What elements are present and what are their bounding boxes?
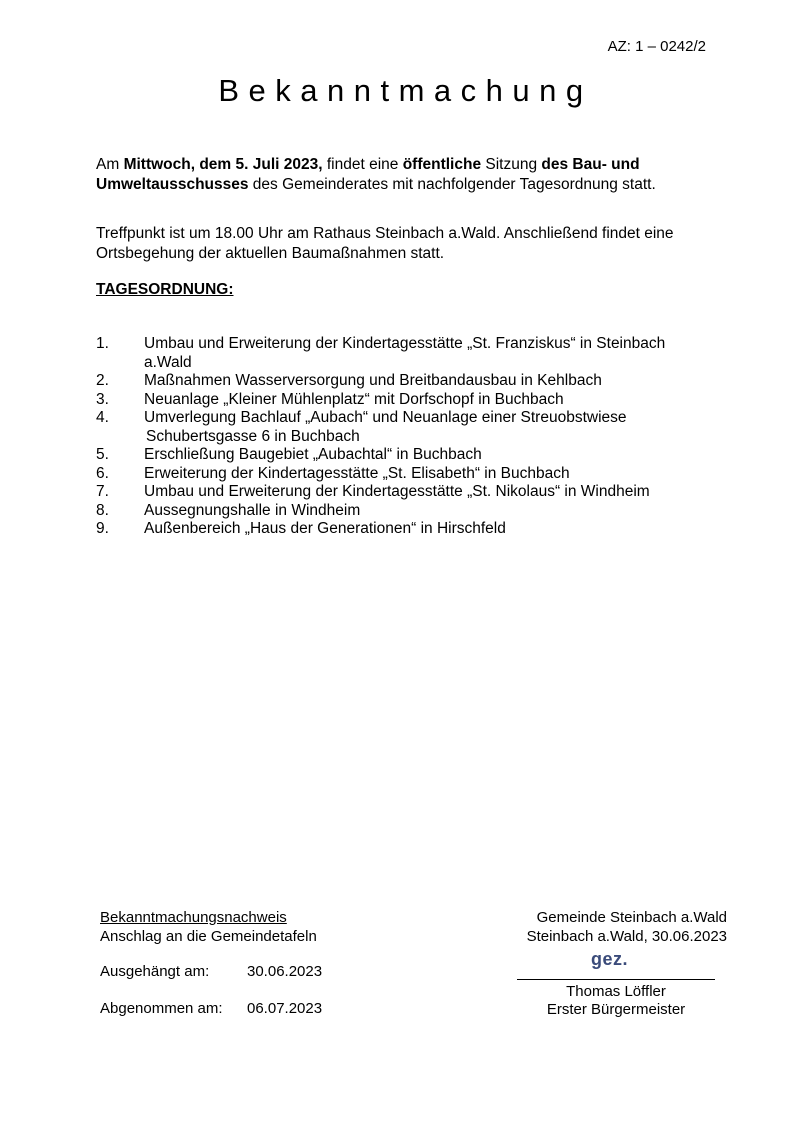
signer-title: Erster Bürgermeister xyxy=(546,1001,686,1018)
agenda-item-number: 8. xyxy=(96,501,109,519)
intro-text-3: Sitzung xyxy=(481,156,542,173)
intro-text-2: findet eine xyxy=(322,156,403,173)
intro-text-1: Am xyxy=(96,156,124,173)
removed-date: 06.07.2023 xyxy=(247,1000,323,1017)
posted-row xyxy=(100,963,322,980)
page-title: Bekanntmachung xyxy=(218,73,593,108)
removed-row xyxy=(100,1000,322,1017)
publication-proof xyxy=(100,908,400,946)
posted-date: 30.06.2023 xyxy=(247,963,323,980)
agenda-item-number: 7. xyxy=(96,483,109,500)
intro-date: Mittwoch, dem 5. Juli 2023, xyxy=(123,156,323,173)
agenda-item-text: Erschließung Baugebiet „Aubachtal“ in Buchbach xyxy=(144,446,482,463)
agenda-item xyxy=(96,483,716,502)
municipality-name: Gemeinde Steinbach a.Wald xyxy=(536,909,727,926)
agenda-item xyxy=(96,446,716,465)
agenda-heading: TAGESORDNUNG: xyxy=(96,281,234,298)
proof-subheading: Anschlag an die Gemeindetafeln xyxy=(100,928,317,945)
agenda-item xyxy=(96,391,716,410)
agenda-item xyxy=(96,335,716,372)
agenda-item xyxy=(96,502,716,521)
intro-paragraph xyxy=(96,155,716,195)
posted-label: Ausgehängt am: xyxy=(100,963,210,980)
removed-label: Abgenommen am: xyxy=(100,1000,223,1017)
signed-mark: gez. xyxy=(591,949,629,969)
agenda-item-text: Aussegnungshalle in Windheim xyxy=(144,501,361,519)
agenda-item-text: Erweiterung der Kindertagesstätte „St. Elisabeth“ in Buchbach xyxy=(144,464,570,482)
agenda-item-number: 1. xyxy=(96,335,109,352)
issuer-block xyxy=(505,908,727,946)
agenda-item xyxy=(96,409,716,446)
file-reference: AZ: 1 – 0242/2 xyxy=(607,38,706,55)
agenda-item-text: Umbau und Erweiterung der Kindertagesstätte „St. Nikolaus“ in Windheim xyxy=(144,483,650,500)
place-and-date: Steinbach a.Wald, 30.06.2023 xyxy=(526,928,727,945)
signature-line xyxy=(517,979,715,980)
agenda-item-text: Maßnahmen Wasserversorgung und Breitbandausbau in Kehlbach xyxy=(144,372,602,389)
agenda-item-text: Außenbereich „Haus der Generationen“ in Hirschfeld xyxy=(144,520,506,537)
agenda-item-number: 5. xyxy=(96,446,109,463)
agenda-item xyxy=(96,465,716,484)
agenda-item xyxy=(96,372,716,391)
intro-text-4: des Gemeinderates mit nachfolgender Tagesordnung statt. xyxy=(248,176,656,193)
agenda-list xyxy=(96,335,716,539)
signer-name: Thomas Löffler xyxy=(566,983,666,1000)
agenda-item-number: 9. xyxy=(96,520,109,537)
agenda-item-text: Umbau und Erweiterung der Kindertagesstätte „St. Franziskus“ in Steinbach xyxy=(144,335,666,352)
agenda-item-continuation: Schubertsgasse 6 in Buchbach xyxy=(146,427,360,445)
agenda-item-continuation: a.Wald xyxy=(144,353,192,371)
meeting-point-paragraph: Treffpunkt ist um 18.00 Uhr am Rathaus Steinbach a.Wald. Anschließend findet eine Ortsbegehung der aktuellen Baumaßnahmen statt. xyxy=(96,225,674,262)
agenda-item xyxy=(96,520,716,539)
agenda-item-text: Umverlegung Bachlauf „Aubach“ und Neuanlage einer Streuobstwiese xyxy=(144,409,627,426)
agenda-item-number: 6. xyxy=(96,464,109,482)
intro-committee: des Bau- und Umweltausschusses xyxy=(96,156,640,193)
agenda-item-text: Neuanlage „Kleiner Mühlenplatz“ mit Dorfschopf in Buchbach xyxy=(144,390,564,408)
agenda-item-number: 2. xyxy=(96,372,109,389)
proof-heading: Bekanntmachungsnachweis xyxy=(100,909,287,926)
agenda-item-number: 3. xyxy=(96,390,109,408)
agenda-item-number: 4. xyxy=(96,409,109,426)
intro-public: öffentliche xyxy=(402,156,482,173)
